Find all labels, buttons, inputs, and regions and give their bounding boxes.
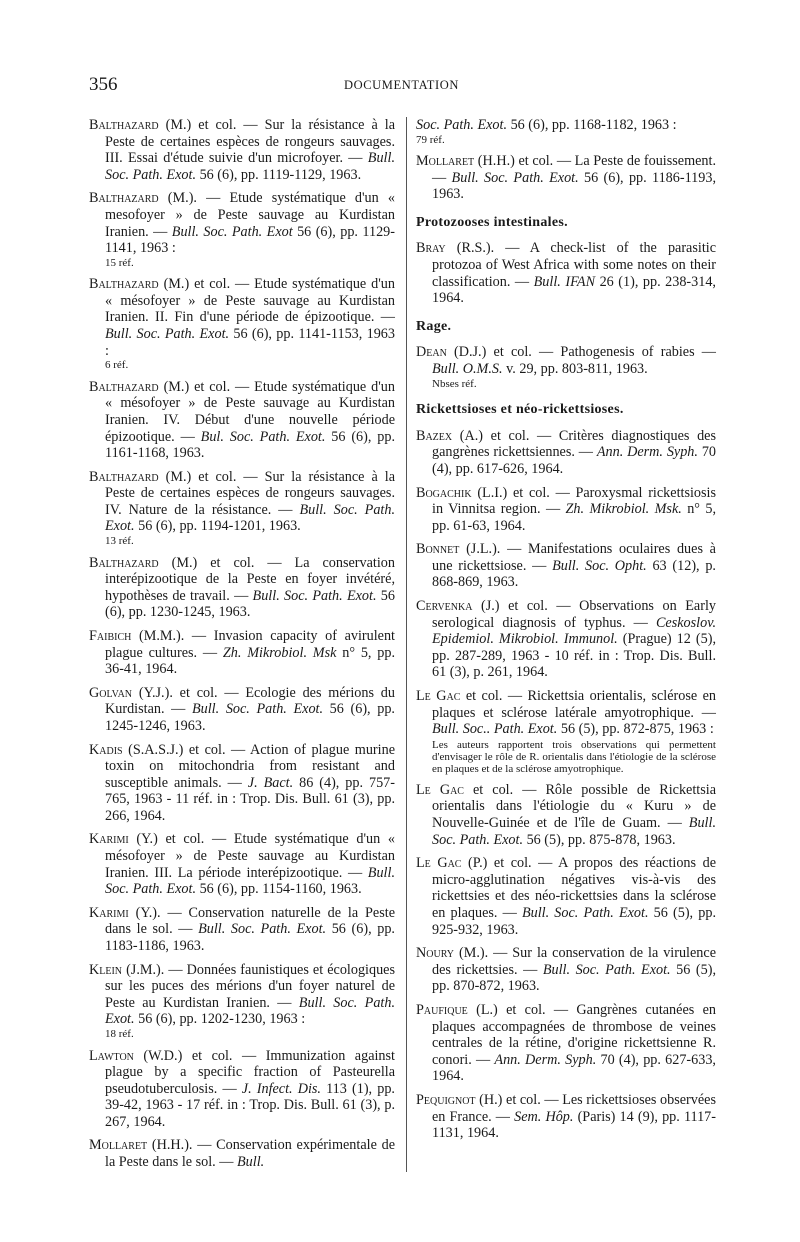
entry-tail: 56 (6), pp. 1168-1182, 1963 : bbox=[507, 117, 677, 133]
entry-tail: n° 5, pp. 61-63, 1964. bbox=[432, 501, 716, 534]
entry-journal: Bull. Soc. Path. Exot. bbox=[432, 815, 716, 848]
entry-author: Bray bbox=[416, 240, 446, 257]
entry-journal: Ann. Derm. Syph. bbox=[494, 1051, 597, 1068]
entry-tail: n° 5, pp. 36-41, 1964. bbox=[105, 644, 395, 678]
entry-author: Le Gac bbox=[416, 855, 462, 872]
right-column bbox=[416, 117, 716, 1149]
entry-title: (J.L.). — Manifestations oculaires dues à une rickettsiose. — bbox=[432, 541, 716, 574]
entry-journal: Bull. Soc. Path. Exot. bbox=[542, 961, 671, 978]
section-heading-protozooses: Protozooses intestinales. bbox=[416, 214, 568, 230]
entry-note: Les auteurs rapportent trois observations qui permettent d'envisager le rôle de R. orientalis dans l'étiologie de la sclérose en plaques et de la sclérose amyotrophique. bbox=[432, 738, 716, 775]
bibliography-entry bbox=[89, 831, 395, 897]
entry-author: Mollaret bbox=[416, 153, 475, 170]
entry-journal: Bull. Soc. Path. Exot. bbox=[105, 326, 230, 343]
entry-author: Golvan bbox=[89, 684, 133, 701]
entry-journal: J. Infect. Dis. bbox=[241, 1080, 321, 1097]
entry-title: (M.M.). — Invasion capacity of avirulent plague cultures. — bbox=[105, 627, 395, 661]
entry-tail: 56 (6), pp. 1245-1246, 1963. bbox=[105, 701, 395, 734]
entry-journal: Bull. Soc. Path. Exot. bbox=[198, 921, 327, 938]
entry-author: Balthazard bbox=[89, 378, 159, 395]
entry-journal: J. Bact. bbox=[247, 774, 294, 791]
entry-tail: 56 (6), pp. 1194-1201, 1963. bbox=[134, 518, 301, 535]
entry-author: Klein bbox=[89, 961, 123, 978]
entry-tail: (Paris) 14 (9), pp. 1117-1131, 1964. bbox=[432, 1108, 717, 1142]
entry-author: Dean bbox=[416, 344, 447, 361]
entry-author: Pequignot bbox=[416, 1091, 476, 1108]
entry-author: Karimi bbox=[89, 831, 129, 848]
entry-tail: 56 (5), pp. 875-878, 1963. bbox=[523, 831, 676, 848]
bibliography-entry bbox=[89, 190, 395, 269]
entry-tail: 56 (6), pp. 1154-1160, 1963. bbox=[196, 881, 362, 898]
bibliography-entry bbox=[89, 742, 395, 825]
entry-title: (M.) et col. — Sur la résistance à la Peste de certaines espèces de rongeurs sauvages. III. Essai d'étude suivie d'un microfoyer. — bbox=[105, 117, 395, 167]
entry-author: Kadis bbox=[89, 741, 123, 758]
bibliography-entry bbox=[89, 555, 395, 621]
bibliography-entry bbox=[416, 428, 716, 478]
entry-journal: Bull. Soc. Path. Exot. bbox=[105, 864, 395, 898]
entry-title: (M.) et col. — Sur la résistance à la Peste de certaines espèces de rongeurs sauvages. IV. Nature de la résistance. — bbox=[105, 468, 395, 518]
entry-author: Balthazard bbox=[89, 554, 159, 571]
entry-tail: 86 (4), pp. 757-765, 1963 - 11 réf. in : Trop. Dis. Bull. 61 (3), pp. 266, 1964. bbox=[105, 774, 395, 824]
entry-author: Balthazard bbox=[89, 190, 159, 207]
bibliography-entry bbox=[89, 905, 395, 955]
entry-author: Paufique bbox=[416, 1001, 468, 1018]
entry-author: Balthazard bbox=[89, 117, 159, 133]
bibliography-entry bbox=[89, 685, 395, 735]
entry-journal: Bull. Soc. Path. Exot. bbox=[252, 587, 377, 604]
bibliography-entry bbox=[416, 688, 716, 775]
entry-title: et col. — Rôle possible de Rickettsia orientalis dans l'étiologie du « Kuru » de Nouvelle-Guinée et de l'île de Guam. — bbox=[432, 781, 717, 831]
entry-title: (L.) et col. — Gangrènes cutanées en plaques accompagnées de thrombose de veines centrales de la rétine, d'origine rickettsienne R. conori. — bbox=[432, 1001, 716, 1068]
entry-journal: Soc. Path. Exot. bbox=[416, 117, 508, 133]
page-number: 356 bbox=[89, 74, 118, 95]
bibliography-entry bbox=[89, 379, 395, 462]
entry-journal: Bull. Soc. Path. Exot. bbox=[521, 904, 649, 921]
entry-title: (M.). — Etude systématique d'un « mesofoyer » de Peste sauvage au Kurdistan Iranien. — bbox=[105, 190, 395, 240]
entry-journal: Ceskoslov. Epidemiol. Mikrobiol. Immunol. bbox=[432, 614, 716, 648]
section-heading-rage: Rage. bbox=[416, 318, 452, 334]
entry-journal: Bull. Soc. Path. Exot. bbox=[105, 150, 395, 183]
page-header bbox=[89, 74, 714, 98]
entry-tail: 56 (5), pp. 872-875, 1963 : bbox=[557, 721, 714, 738]
entry-tail: 56 (6), pp. 1202-1230, 1963 : bbox=[134, 1011, 306, 1028]
entry-title: (M.) et col. — Etude systématique d'un « mésofoyer » de Peste sauvage au Kurdistan Iranien. IV. Début d'une nouvelle période épizootique. — bbox=[105, 378, 395, 445]
entry-tail: 56 (6), pp. 1186-1193, 1963. bbox=[432, 169, 716, 203]
entry-author: Lawton bbox=[89, 1047, 134, 1064]
entry-title: (L.I.) et col. — Paroxysmal rickettsiosis in Vinnitsa region. — bbox=[432, 484, 716, 518]
entry-ref: 18 réf. bbox=[105, 1028, 134, 1040]
bibliography-entry bbox=[89, 117, 395, 183]
bibliography-entry bbox=[89, 628, 395, 678]
entry-title: (Y.) et col. — Etude systématique d'un « mésofoyer » de Peste sauvage au Kurdistan Iranien. III. La période interépizootique. — bbox=[105, 831, 395, 881]
bibliography-entry bbox=[89, 469, 395, 548]
entry-tail: 56 (6), pp. 1183-1186, 1963. bbox=[105, 921, 395, 955]
entry-tail: 70 (4), pp. 617-626, 1964. bbox=[432, 444, 717, 477]
entry-author: Bazex bbox=[416, 427, 453, 444]
entry-tail: 56 (6), pp. 1119-1129, 1963. bbox=[196, 166, 362, 183]
running-title: DOCUMENTATION bbox=[343, 78, 460, 92]
entry-author: Bonnet bbox=[416, 541, 460, 558]
entry-journal: Sem. Hôp. bbox=[514, 1108, 574, 1125]
entry-author: Noury bbox=[416, 945, 455, 962]
entry-title: (R.S.). — A check-list of the parasitic protozoa of West Africa with some notes on their classification. — bbox=[432, 240, 716, 290]
entry-journal: Zh. Mikrobiol. Msk bbox=[222, 644, 337, 661]
entry-ref: 13 réf. bbox=[105, 535, 134, 548]
entry-title: (M.). — Sur la conservation de la virulence des rickettsies. — bbox=[432, 945, 716, 978]
entry-ref: 79 réf. bbox=[416, 133, 445, 146]
entry-journal: Bull. Soc. Path. Exot. bbox=[451, 169, 579, 186]
entry-ref: 15 réf. bbox=[105, 256, 134, 269]
bibliography-entry bbox=[416, 1002, 716, 1085]
entry-tail: 113 (1), pp. 39-42, 1963 - 17 réf. in : Trop. Dis. Bull. 61 (3), p. 267, 1964. bbox=[105, 1080, 395, 1130]
entry-author: Le Gac bbox=[416, 781, 464, 798]
entry-tail: 56 (6), pp. 1161-1168, 1963. bbox=[105, 428, 396, 462]
entry-title: (J.M.). — Données faunistiques et écologiques sur les puces des mérions d'un foyer naturel de Peste au Kurdistan Iranien. — bbox=[105, 961, 395, 1011]
entry-tail: 56 (5), pp. 870-872, 1963. bbox=[432, 961, 716, 995]
bibliography-entry bbox=[89, 1137, 395, 1170]
entry-author: Balthazard bbox=[89, 468, 159, 485]
entry-author: Le Gac bbox=[416, 688, 461, 705]
entry-journal: Bull. Soc.. Path. Exot. bbox=[432, 721, 558, 738]
entry-tail: 56 (6), pp. 1129-1141, 1963 : bbox=[105, 223, 395, 257]
section-heading-rickettsioses: Rickettsioses et néo-rickettsioses. bbox=[416, 402, 624, 418]
entry-title: (H.H.). — Conservation expérimentale de la Peste dans le sol. — bbox=[105, 1137, 395, 1171]
entry-journal: Ann. Derm. Syph. bbox=[596, 444, 698, 461]
entry-title: (H.) et col. — Les rickettsioses observées en France. — bbox=[432, 1091, 716, 1125]
entry-tail: 56 (5), pp. 925-932, 1963. bbox=[432, 904, 716, 938]
entry-journal: Bull. Soc. Path. Exot. bbox=[191, 701, 324, 718]
entry-journal: Bull. Soc. Path. Exot bbox=[171, 223, 293, 240]
entry-tail: 26 (1), pp. 238-314, 1964. bbox=[432, 273, 716, 307]
entry-title: (S.A.S.J.) et col. — Action of plague murine toxin on mitochondria from resistant and susceptible animals. — bbox=[105, 741, 395, 791]
bibliography-entry bbox=[416, 945, 716, 995]
entry-tail: 56 (6), pp. 1230-1245, 1963. bbox=[105, 587, 395, 621]
entry-title: (Y.J.). et col. — Ecologie des mérions du Kurdistan. — bbox=[105, 684, 395, 718]
bibliography-entry bbox=[416, 1092, 716, 1142]
bibliography-entry bbox=[416, 541, 716, 591]
left-column bbox=[89, 117, 395, 1178]
continuation-entry bbox=[416, 117, 716, 146]
entry-journal: Bull. Soc. Path. Exot. bbox=[105, 994, 395, 1028]
bibliography-entry bbox=[416, 598, 716, 681]
entry-author: Karimi bbox=[89, 904, 129, 921]
entry-tail: 70 (4), pp. 627-633, 1964. bbox=[432, 1051, 716, 1085]
bibliography-entry bbox=[89, 962, 395, 1041]
entry-journal: Bul. Soc. Path. Exot. bbox=[200, 428, 326, 445]
entry-tail: v. 29, pp. 803-811, 1963. bbox=[502, 361, 648, 378]
entry-journal: Bull. IFAN bbox=[533, 273, 596, 290]
entry-journal: Bull. Soc. Opht. bbox=[552, 557, 647, 574]
entry-title: (J.) et col. — Observations on Early serological diagnosis of typhus. — bbox=[432, 598, 716, 631]
bibliography-entry bbox=[416, 344, 716, 390]
entry-title: (W.D.) et col. — Immunization against plague by a specific fraction of Pasteurella pseudotuberculosis. — bbox=[105, 1047, 395, 1097]
entry-title: (P.) et col. — A propos des réactions de micro-agglutination négatives vis-à-vis des rickettsies et des néo-rickettsies dans la sclérose en plaques. — bbox=[432, 855, 716, 921]
entry-author: Balthazard bbox=[89, 276, 159, 293]
entry-author: Faibich bbox=[89, 627, 132, 644]
bibliography-entry bbox=[416, 153, 716, 203]
bibliography-entry bbox=[89, 1048, 395, 1131]
entry-title: (M.) et col. — Etude systématique d'un « mésofoyer » de Peste sauvage au Kurdistan Iranien. II. Fin d'une période de épizootique. — bbox=[105, 276, 395, 326]
entry-tail: (Prague) 12 (5), pp. 287-289, 1963 - 10 réf. in : Trop. Dis. Bull. 61 (3), p. 261, 1964. bbox=[432, 631, 716, 681]
entry-journal: Bull. bbox=[237, 1154, 265, 1171]
entry-title: (A.) et col. — Critères diagnostiques des gangrènes rickettsiennes. — bbox=[432, 427, 716, 461]
entry-ref: Nbses réf. bbox=[432, 377, 477, 390]
entry-tail: 56 (6), pp. 1141-1153, 1963 : bbox=[105, 326, 395, 359]
entry-title: (H.H.) et col. — La Peste de fouissement. — bbox=[432, 153, 716, 186]
entry-journal: Bull. Soc. Path. Exot. bbox=[105, 501, 395, 535]
entry-journal: Bull. O.M.S. bbox=[432, 361, 503, 378]
bibliography-entry bbox=[416, 485, 716, 535]
entry-tail: 63 (12), p. 868-869, 1963. bbox=[432, 557, 716, 591]
entry-title: et col. — Rickettsia orientalis, sclérose en plaques et sclérose latérale amyotrophique. — bbox=[432, 688, 717, 721]
bibliography-entry bbox=[416, 855, 716, 938]
entry-title: (D.J.) et col. — Pathogenesis of rabies — bbox=[446, 344, 716, 361]
entry-author: Cervenka bbox=[416, 598, 473, 615]
entry-title: (Y.). — Conservation naturelle de la Peste dans le sol. — bbox=[105, 904, 395, 938]
entry-journal: Zh. Mikrobiol. Msk. bbox=[565, 501, 682, 518]
entry-author: Bogachik bbox=[416, 484, 472, 501]
entry-title: (M.) et col. — La conservation interépizootique de la Peste en foyer invétéré, hypothèses de travail. — bbox=[105, 554, 395, 604]
bibliography-entry bbox=[416, 240, 716, 306]
column-divider bbox=[406, 117, 407, 1172]
bibliography-entry bbox=[89, 276, 395, 371]
bibliography-entry bbox=[416, 782, 716, 848]
entry-ref: 6 réf. bbox=[105, 359, 129, 372]
entry-author: Mollaret bbox=[89, 1137, 148, 1154]
